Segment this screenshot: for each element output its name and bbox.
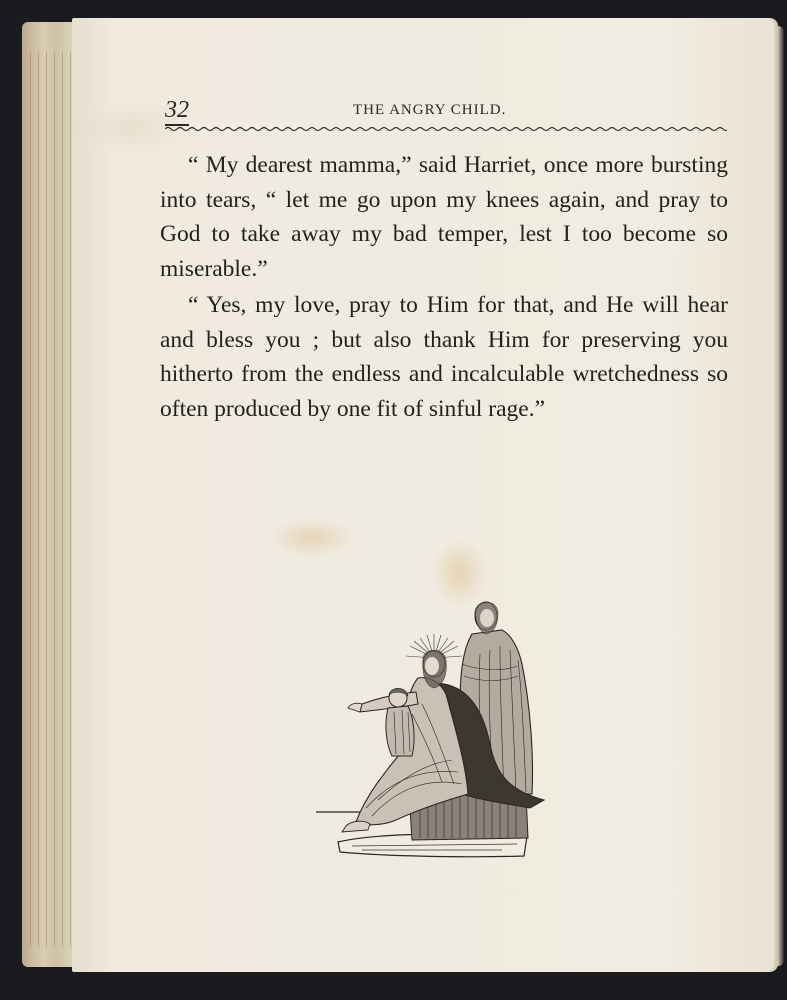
paragraph: “ Yes, my love, pray to Him for that, and He will hear and bless you ; but also thank Him for preserving you hitherto from the endless and incalculable wretchedness so often produced by one fit of sinful rage.” xyxy=(160,292,728,422)
running-title: THE ANGRY CHILD. xyxy=(353,102,507,118)
body-text xyxy=(160,148,728,426)
wavy-rule xyxy=(165,124,727,134)
page-header xyxy=(165,96,727,126)
engraving-illustration xyxy=(312,594,568,864)
page-number: 32 xyxy=(165,96,189,126)
paragraph: “ My dearest mamma,” said Harriet, once more bursting into tears, “ let me go upon my knees again, and pray to God to take away my bad temper, lest I too become so miserable.” xyxy=(160,152,728,282)
